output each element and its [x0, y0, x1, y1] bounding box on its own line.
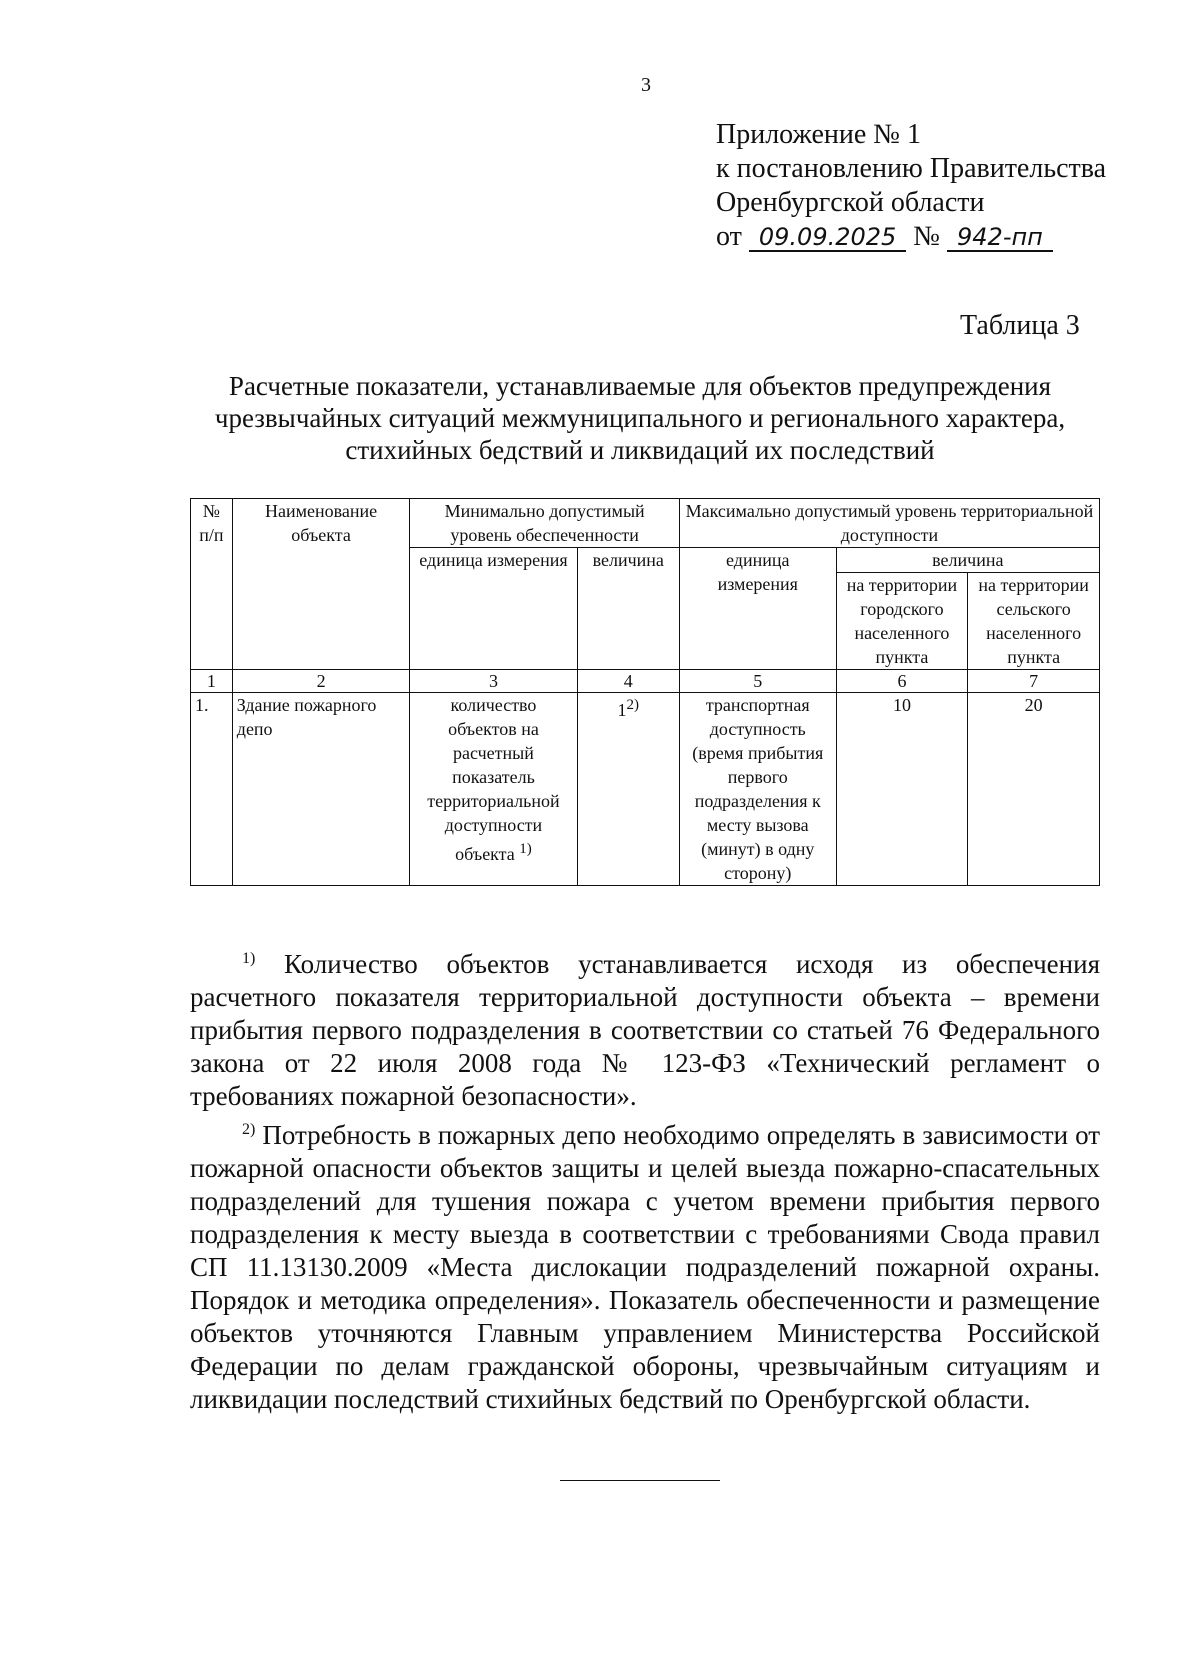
- column-number: 2: [232, 670, 410, 693]
- footnote-1-mark: 1): [242, 950, 256, 967]
- page-number: 3: [641, 74, 651, 96]
- footnote-1: [190, 942, 1100, 1113]
- header-urban: на территории городского населенного пункта: [836, 573, 968, 670]
- row-unit-max: транспортная доступность (время прибытия первого подразделения к месту вызова (минут) в одну сторону): [679, 693, 836, 886]
- column-number: 6: [836, 670, 968, 693]
- column-number: 1: [191, 670, 233, 693]
- appendix-date-line: [716, 220, 1106, 254]
- row-value-min-text: 1: [617, 700, 627, 720]
- column-number: 4: [577, 670, 679, 693]
- header-name: Наименование объекта: [232, 499, 410, 670]
- appendix-title: Приложение № 1: [716, 119, 921, 150]
- header-num: № п/п: [191, 499, 233, 670]
- header-unit-min: единица измерения: [410, 548, 577, 670]
- appendix-header: [716, 118, 1106, 254]
- footnotes: [190, 942, 1100, 1416]
- row-num: 1.: [191, 693, 233, 886]
- footnote-2-text: Потребность в пожарных депо необходимо определять в зависимости от пожарной опасности объектов защиты и целей выезда пожарно-спасательных подразделений для тушения пожара с учетом времени прибытия первого подразделения к месту выезда в соответствии с требованиями Свода правил СП 11.13130.2009 «Места дислокации подразделений пожарной охраны. Порядок и методика определения». Показатель обеспеченности и размещение объектов уточняются Главным управлением Министерства Российской Федерации по делам гражданской обороны, чрезвычайным ситуациям и ликвидации последствий стихийных бедствий по Оренбургской области.: [190, 1120, 1101, 1414]
- date-prefix: от: [716, 221, 742, 252]
- table-label: Таблица 3: [960, 310, 1080, 341]
- table-row: [191, 693, 1100, 886]
- header-value-max: величина: [836, 548, 1099, 573]
- header-unit-max: единица измерения: [679, 548, 836, 670]
- footnote-2-mark: 2): [242, 1121, 256, 1138]
- row-rural: 20: [968, 693, 1100, 886]
- document-title: Расчетные показатели, устанавливаемые для объектов предупреждения чрезвычайных ситуаций межмуниципального и регионального характера, стихийных бедствий и ликвидаций их последствий: [214, 371, 1066, 465]
- indicators-table: [190, 498, 1100, 886]
- row-name: Здание пожарного депо: [232, 693, 410, 886]
- header-max-level: Максимально допустимый уровень территориальной доступности: [679, 499, 1099, 548]
- row-value-min: [577, 693, 679, 886]
- column-number: 5: [679, 670, 836, 693]
- header-value-min: величина: [577, 548, 679, 670]
- header-min-level: Минимально допустимый уровень обеспеченности: [410, 499, 680, 548]
- column-number-row: [191, 670, 1100, 693]
- header-rural: на территории сельского населенного пункта: [968, 573, 1100, 670]
- footnote-ref-1: 1): [519, 841, 532, 857]
- table-header-row: [191, 499, 1100, 548]
- footnote-2: [190, 1113, 1100, 1416]
- number-prefix: №: [913, 221, 941, 252]
- handwritten-date: 09.09.2025: [749, 224, 906, 252]
- footnote-ref-2: 2): [626, 697, 639, 713]
- row-unit-min: [410, 693, 577, 886]
- appendix-resolution: к постановлению Правительства: [716, 153, 1107, 184]
- column-number: 7: [968, 670, 1100, 693]
- row-unit-min-text: количество объектов на расчетный показатель территориальной доступности объекта: [427, 695, 560, 864]
- appendix-region: Оренбургской области: [716, 187, 985, 218]
- column-number: 3: [410, 670, 577, 693]
- handwritten-number: 942-пп: [947, 224, 1053, 252]
- end-rule: [560, 1480, 720, 1481]
- row-urban: 10: [836, 693, 968, 886]
- footnote-1-text: Количество объектов устанавливается исходя из обеспечения расчетного показателя территориальной доступности объекта – времени прибытия первого подразделения в соответствии со статьей 76 Федерального закона от 22 июля 2008 года № 123-ФЗ «Технический регламент о требованиях пожарной безопасности».: [190, 949, 1100, 1111]
